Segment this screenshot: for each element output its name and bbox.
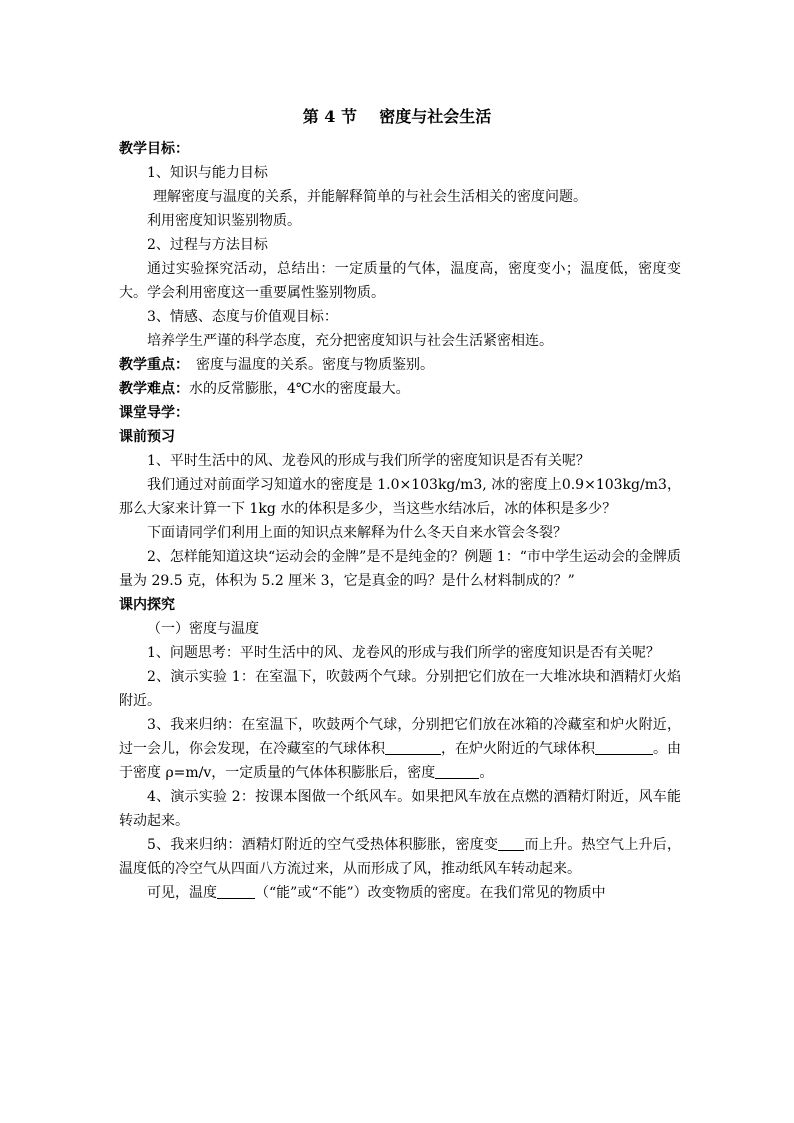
summary-3-part-c: 。由于密度 ρ=m/v，一定质量的气体体积膨胀后，密度 (119, 741, 681, 781)
goals-heading: 教学目标： (119, 141, 189, 157)
explore-summary-3 (119, 713, 681, 785)
summary-5-part-a: 5、我来归纳：酒精灯附近的空气受热体积膨胀，密度变 (147, 837, 499, 853)
lesson-content (119, 137, 681, 905)
key-point (119, 353, 681, 377)
summary-3-part-d: 。 (479, 765, 494, 781)
blank-density-direction[interactable] (498, 836, 524, 851)
blank-fridge-volume[interactable] (385, 740, 441, 755)
key-point-text: 密度与温度的关系。密度与物质鉴别。 (196, 357, 434, 373)
summary-5-part-b: 而上升。热空气上升后，温度低的冷空气从四面八方流过来，从而形成了风，推动纸风车转动起来。 (119, 837, 682, 877)
explore-question-1: 1、问题思考：平时生活中的风、龙卷风的形成与我们所学的密度知识是否有关呢？ (147, 645, 660, 661)
goal-process: 2、过程与方法目标 (147, 237, 268, 253)
guide-heading: 课堂导学： (119, 405, 189, 421)
explore-conclusion (119, 881, 681, 905)
goal-knowledge-text-2: 利用密度知识鉴别物质。 (147, 213, 301, 229)
blank-can-change[interactable] (217, 884, 255, 899)
goal-emotion-text: 培养学生严谨的科学态度，充分把密度知识与社会生活紧密相连。 (147, 333, 553, 349)
difficulty-label: 教学难点： (119, 381, 189, 397)
difficulty-text: 水的反常膨胀，4℃水的密度最大。 (189, 381, 410, 397)
blank-density-change[interactable] (435, 764, 479, 779)
conclusion-part-b: （“能”或“不能”）改变物质的密度。在我们常见的物质中 (255, 885, 606, 901)
summary-3-part-a: 3、我来归纳：在室温下，吹鼓两个气球，分别把它们放在冰箱的冷藏室和炉火附近，过一会儿，你会发现，在冷藏室的气球体积 (119, 717, 681, 757)
goal-process-text: 通过实验探究活动，总结出：一定质量的气体，温度高，密度变小；温度低，密度变大。学会利用密度这一重要属性鉴别物质。 (119, 261, 681, 301)
goal-emotion: 3、情感、态度与价值观目标： (147, 309, 338, 325)
blank-stove-volume[interactable] (595, 740, 653, 755)
preview-heading: 课前预习 (119, 429, 175, 445)
explore-experiment-1: 2、演示实验 1：在室温下，吹鼓两个气球。分别把它们放在一大堆冰块和酒精灯火焰附近。 (119, 669, 681, 709)
goal-knowledge: 1、知识与能力目标 (147, 165, 268, 181)
conclusion-part-a: 可见，温度 (147, 885, 217, 901)
goal-knowledge-text: 理解密度与温度的关系，并能解释简单的与社会生活相关的密度问题。 (153, 189, 587, 205)
preview-calc-text: 我们通过对前面学习知道水的密度是 1.0×103kg/m3, 冰的密度上0.9×103kg/m3，那么大家来计算一下 1kg 水的体积是多少，当这些水结冰后，冰的体积是多少？ (119, 477, 681, 517)
summary-3-part-b: ，在炉火附近的气球体积 (441, 741, 595, 757)
key-point-label: 教学重点： (119, 357, 182, 373)
preview-pipe-question: 下面请同学们利用上面的知识点来解释为什么冬天自来水管会冬裂？ (147, 525, 567, 541)
preview-question-2: 2、怎样能知道这块“运动会的金牌”是不是纯金的？例题 1：“市中学生运动会的金牌质量为 29.5 克，体积为 5.2 厘米 3，它是真金的吗？是什么材料制成的？” (119, 549, 681, 589)
explore-experiment-2: 4、演示实验 2：按课本图做一个纸风车。如果把风车放在点燃的酒精灯附近，风车能转动起来。 (119, 789, 681, 829)
lesson-title: 第 4 节 密度与社会生活 (302, 107, 492, 126)
explore-heading: 课内探究 (119, 597, 175, 613)
difficulty-point (119, 377, 681, 401)
preview-question-1: 1、平时生活中的风、龙卷风的形成与我们所学的密度知识是否有关呢？ (147, 453, 590, 469)
section-density-temperature: （一）密度与温度 (147, 621, 259, 637)
explore-summary-5 (119, 833, 681, 881)
